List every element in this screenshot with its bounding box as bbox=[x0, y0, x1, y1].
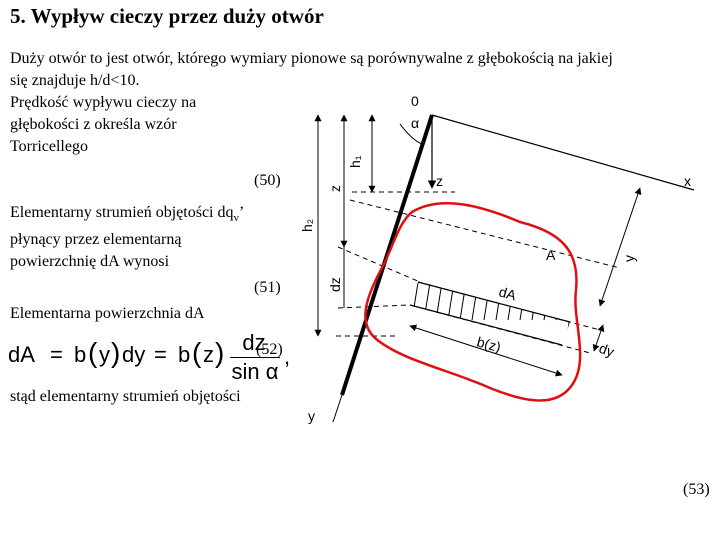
flow-line-2: płynący przez elementarną bbox=[10, 231, 182, 249]
result-paragraph: stąd elementarny strumień objętości bbox=[10, 388, 241, 405]
slide-title: 5. Wypływ cieczy przez duży otwór bbox=[10, 4, 324, 28]
equation-number-51: (51) bbox=[254, 279, 281, 296]
formula-paren-open-2: ( bbox=[192, 337, 202, 368]
velocity-line-3: Torricellego bbox=[10, 138, 88, 155]
formula-numerator: dz bbox=[242, 330, 266, 355]
dz-bottom-dashed bbox=[338, 305, 410, 308]
formula-b-1: b bbox=[74, 342, 87, 367]
hatched-strip bbox=[412, 270, 576, 330]
equation-number-53: (53) bbox=[683, 481, 710, 498]
formula-equals-2: = bbox=[154, 342, 167, 367]
velocity-line-2: głębokości z określa wzór bbox=[10, 116, 177, 133]
formula-paren-open-1: ( bbox=[88, 337, 98, 368]
y-axis-label: y bbox=[308, 408, 315, 424]
formula-z: z bbox=[203, 342, 214, 367]
z-dim-label: z bbox=[327, 185, 343, 192]
origin-label: 0 bbox=[411, 93, 419, 109]
x-axis-line bbox=[432, 115, 694, 190]
intro-line-2: się znajduje h/d<10. bbox=[10, 72, 140, 89]
formula-paren-close-2: ) bbox=[215, 337, 225, 368]
formula-equals-1: = bbox=[50, 342, 63, 367]
formula-paren-close-1: ) bbox=[111, 337, 121, 368]
wall-extension bbox=[333, 395, 342, 422]
A-label: A bbox=[546, 247, 556, 263]
h2-label: h₂ bbox=[299, 218, 315, 232]
x-axis-label: x bbox=[684, 173, 691, 189]
equation-number-52: (52) bbox=[256, 341, 283, 358]
flow-line-1-tail: ’ bbox=[239, 204, 245, 221]
formula-b-2: b bbox=[178, 342, 191, 367]
flow-line-1-text: Elementarny strumień objętości dq bbox=[10, 204, 234, 221]
formula-lhs: dA bbox=[8, 342, 35, 367]
intro-line-1: Duży otwór to jest otwór, którego wymiary pionowe są porównywalne z głębokością na jakiej bbox=[10, 50, 613, 67]
dy-label: dy bbox=[596, 339, 617, 360]
formula-dy: dy bbox=[122, 342, 146, 367]
flow-line-3: powierzchnię dA wynosi bbox=[10, 253, 170, 271]
equation-number-50: (50) bbox=[254, 172, 281, 189]
dA-label: dA bbox=[497, 283, 518, 304]
bz-label: b(z) bbox=[475, 333, 503, 356]
formula-comma: , bbox=[284, 344, 291, 369]
y-dimension bbox=[600, 188, 640, 306]
velocity-line-1: Prędkość wypływu cieczy na bbox=[10, 94, 197, 111]
flow-subscript: v bbox=[233, 212, 239, 225]
z-axis-label: z bbox=[436, 173, 443, 189]
formula-denominator: sin α bbox=[231, 359, 279, 384]
area-paragraph: Elementarna powierzchnia dA bbox=[10, 305, 205, 322]
formula-y: y bbox=[99, 342, 110, 367]
alpha-label: α bbox=[411, 115, 420, 131]
dz-label: dz bbox=[327, 277, 343, 292]
strip-top-edge bbox=[418, 282, 570, 322]
h1-label: h₁ bbox=[347, 155, 363, 168]
y-dim-label: y bbox=[621, 255, 637, 262]
